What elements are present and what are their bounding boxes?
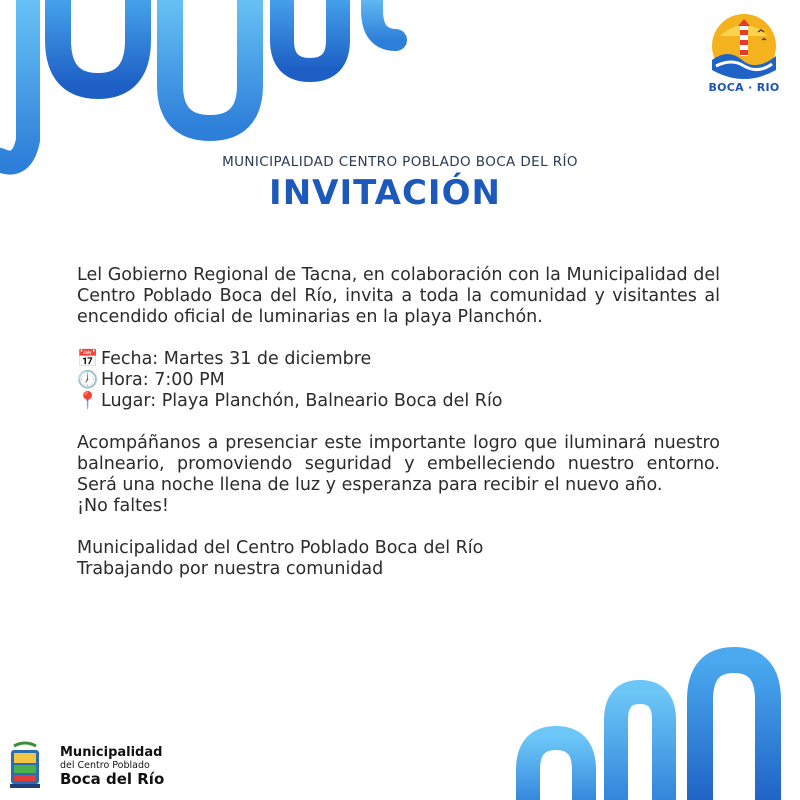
closing-paragraph: Acompáñanos a presenciar este importante logro que iluminará nuestro balneario, promoviendo seguridad y embelleciendo nuestro entorno. Será una noche llena de luz y esperanza para recibir el nuevo año. [77,433,720,495]
logo-line-2: del Centro Poblado [60,760,150,771]
boca-rio-logo [706,8,782,96]
logo-brand-text: BOCA · RIO [708,81,780,94]
crest-icon [8,740,42,790]
detail-place [77,391,720,412]
municipality-logo [8,740,178,790]
detail-date-text: Fecha: Martes 31 de diciembre [101,349,372,369]
intro-paragraph: Lel Gobierno Regional de Tacna, en colaboración con la Municipalidad del Centro Poblado Boca del Río, invita a toda la comunidad y visitantes al encendido oficial de luminarias en la playa Planchón. [77,265,720,327]
signature-org: Municipalidad del Centro Poblado Boca del Río [77,538,484,558]
detail-time [77,370,720,391]
bottom-right-wave [528,660,768,800]
organization-subtitle: MUNICIPALIDAD CENTRO POBLADO BOCA DEL RÍO [222,154,578,170]
detail-time-text: Hora: 7:00 PM [101,370,225,390]
detail-date [77,349,720,370]
logo-line-1: Municipalidad [60,745,163,760]
calendar-icon: 📅 [77,349,99,369]
page-title: INVITACIÓN [269,173,501,213]
clock-icon: 🕖 [77,370,99,390]
invitation-body [77,265,720,580]
signature-tagline: Trabajando por nuestra comunidad [77,559,384,579]
top-left-wave [0,0,396,163]
pin-icon: 📍 [77,391,99,411]
exclaim-line: ¡No faltes! [77,496,169,516]
detail-place-text: Lugar: Playa Planchón, Balneario Boca del Río [101,391,503,411]
lighthouse-icon [706,8,782,84]
logo-line-3: Boca del Río [60,770,165,788]
